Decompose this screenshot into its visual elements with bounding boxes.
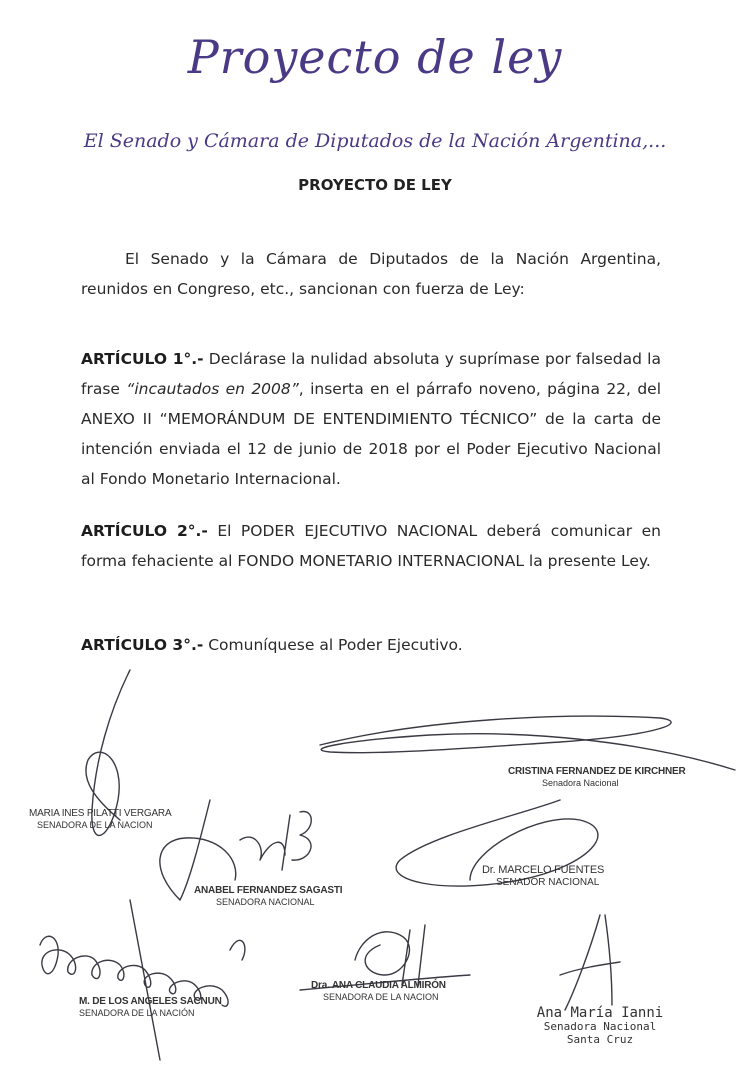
signatory-province: Santa Cruz: [566, 1032, 634, 1046]
signatory-sacnun: [79, 996, 222, 1018]
signatory-role: SENADORA DE LA NACION: [37, 819, 153, 830]
article-3-text: Comuníquese al Poder Ejecutivo.: [208, 636, 463, 654]
article-2-label: ARTÍCULO 2°.-: [81, 522, 208, 540]
article-1-text-after: , inserta en el párrafo noveno, página 22, del ANEXO II “MEMORÁNDUM DE ENTENDIMIENTO TÉCNICO” de la carta de intención enviada el 12 de junio de 2018 por el Poder Ejecutivo Nacional al Fondo Monetario Internacional.: [81, 380, 661, 488]
signature-sacnun: [40, 900, 245, 1060]
signatory-sagasti: [194, 885, 342, 907]
signatory-name: Ana María Ianni: [536, 1005, 664, 1021]
article-1-quote: “incautados en 2008”: [126, 380, 299, 398]
signatory-pilatti: [29, 808, 171, 830]
signatory-ianni: [530, 1005, 670, 1046]
article-1-text-before: Declárase la nulidad absoluta y suprímase por falsedad la frase: [81, 350, 661, 398]
article-3-label: ARTÍCULO 3°.-: [81, 636, 204, 654]
signatory-role: Senadora Nacional: [543, 1020, 657, 1034]
signatory-name: ANABEL FERNANDEZ SAGASTI: [194, 885, 343, 896]
signatory-role: SENADOR NACIONAL: [496, 876, 600, 888]
signatory-name: M. DE LOS ANGELES SACNUN: [79, 996, 222, 1007]
signatory-name: Dra. ANA CLAUDIA ALMIRÓN: [311, 980, 446, 991]
signatory-name: Dr. MARCELO FUENTES: [482, 864, 605, 876]
signatory-name: CRISTINA FERNANDEZ DE KIRCHNER: [508, 766, 686, 777]
document-heading: PROYECTO DE LEY: [298, 176, 452, 194]
article-2-text: El PODER EJECUTIVO NACIONAL deberá comunicar en forma fehaciente al FONDO MONETARIO INTERNACIONAL la presente Ley.: [81, 522, 661, 570]
intro-text: El Senado y la Cámara de Diputados de la Nación Argentina, reunidos en Congreso, etc., sancionan con fuerza de Ley:: [81, 250, 661, 298]
signature-kirchner: [320, 716, 735, 770]
page-title: Proyecto de ley: [187, 30, 563, 84]
signatory-almiron: [311, 980, 446, 1002]
signatory-role: SENADORA NACIONAL: [216, 896, 315, 907]
signatory-role: Senadora Nacional: [542, 777, 619, 788]
signatory-role: SENADORA DE LA NACION: [323, 991, 439, 1002]
page-subtitle: El Senado y Cámara de Diputados de la Nación Argentina,...: [83, 130, 667, 152]
signatory-fuentes: [482, 864, 604, 888]
signatory-kirchner: [508, 766, 686, 788]
signatory-role: SENADORA DE LA NACIÓN: [79, 1007, 195, 1018]
signature-ianni: [560, 915, 620, 1010]
article-1-label: ARTÍCULO 1°.-: [81, 350, 204, 368]
signatory-name: MARIA INES PILATTI VERGARA: [29, 808, 172, 819]
